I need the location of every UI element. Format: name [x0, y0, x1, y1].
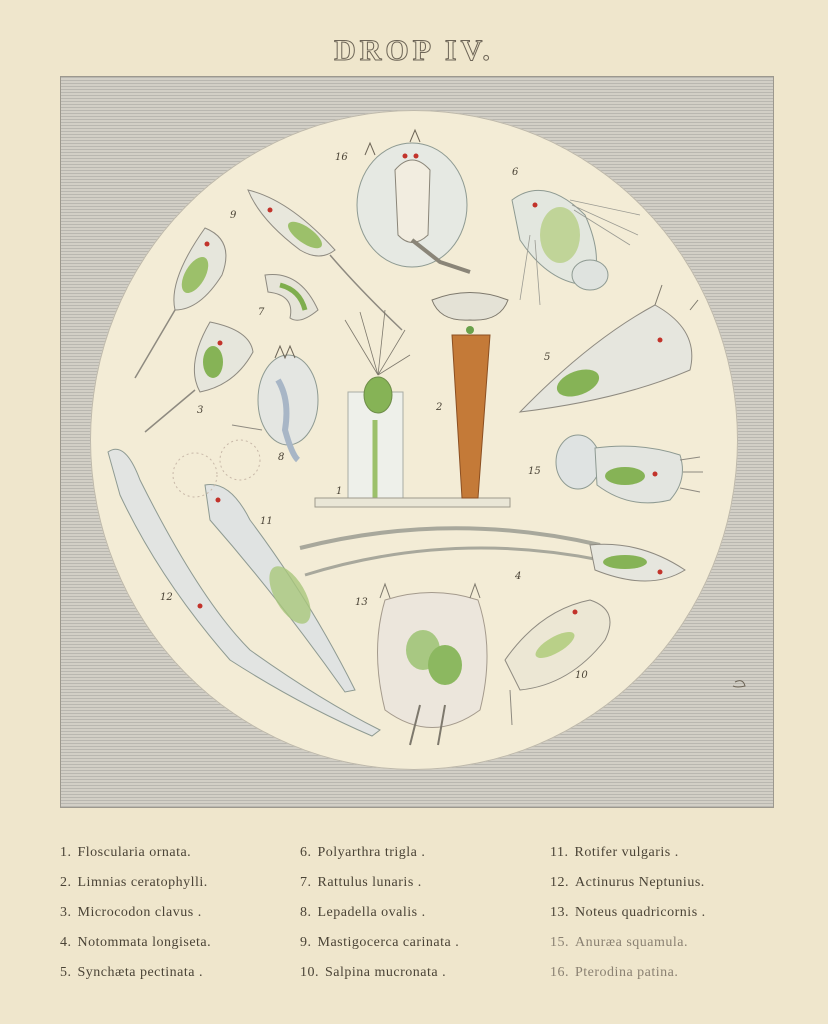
specimen-synchaeta: [520, 285, 698, 412]
figure-number: 8: [278, 452, 285, 463]
legend-item: 7. Rattulus lunaris .: [300, 875, 422, 890]
plate-title: DROP IV.: [334, 34, 494, 67]
engraver-mark: [733, 681, 745, 687]
specimen-rattulus: [265, 274, 318, 320]
legend-column-3: [550, 842, 706, 992]
specimen-salpina: [505, 600, 610, 725]
legend-item: 9. Mastigocerca carinata .: [300, 935, 460, 950]
legend-item: 1. Floscularia ornata.: [60, 845, 192, 860]
figure-number: 10: [575, 670, 588, 681]
specimen-anuraea: [556, 435, 703, 503]
legend-item: 10. Salpina mucronata .: [300, 965, 447, 980]
legend-item: 6. Polyarthra trigla .: [300, 845, 426, 860]
figure-number: 9: [230, 210, 237, 221]
figure-number: 16: [335, 152, 348, 163]
figure-number: 6: [512, 167, 519, 178]
figure-number: 13: [355, 597, 368, 608]
figure-number: 1: [336, 486, 343, 497]
legend-item: 8. Lepadella ovalis .: [300, 905, 426, 920]
figure-number: 7: [258, 307, 265, 318]
legend-item: 2. Limnias ceratophylli.: [60, 875, 208, 890]
figure-number: 15: [528, 466, 541, 477]
legend-item: 12. Actinurus Neptunius.: [550, 875, 705, 890]
figure-number: 12: [160, 592, 173, 603]
specimen-rotifer-vulgaris: [173, 440, 355, 692]
specimen-polyarthra: [512, 190, 640, 305]
figure-number: 4: [515, 571, 522, 582]
specimen-limnias: [432, 293, 508, 499]
legend-item: 3. Microcodon clavus .: [60, 905, 202, 920]
legend-item: 13. Noteus quadricornis .: [550, 905, 706, 920]
figure-number: 5: [544, 352, 551, 363]
legend-item: 11. Rotifer vulgaris .: [550, 845, 679, 860]
specimen-pterodina: [357, 130, 470, 272]
legend-item: 4. Notommata longiseta.: [60, 935, 212, 950]
specimen-notommata: [300, 528, 685, 581]
figure-number: 11: [260, 516, 273, 527]
legend-item: 15. Anuræa squamula.: [550, 935, 688, 950]
figure-number: 3: [197, 405, 204, 416]
specimen-noteus: [378, 584, 488, 745]
figure-number: 2: [436, 402, 443, 413]
legend-column-1: [60, 842, 211, 992]
legend-column-2: [300, 842, 459, 992]
legend-item: 5. Synchæta pectinata .: [60, 965, 203, 980]
legend-item: 16. Pterodina patina.: [550, 965, 679, 980]
